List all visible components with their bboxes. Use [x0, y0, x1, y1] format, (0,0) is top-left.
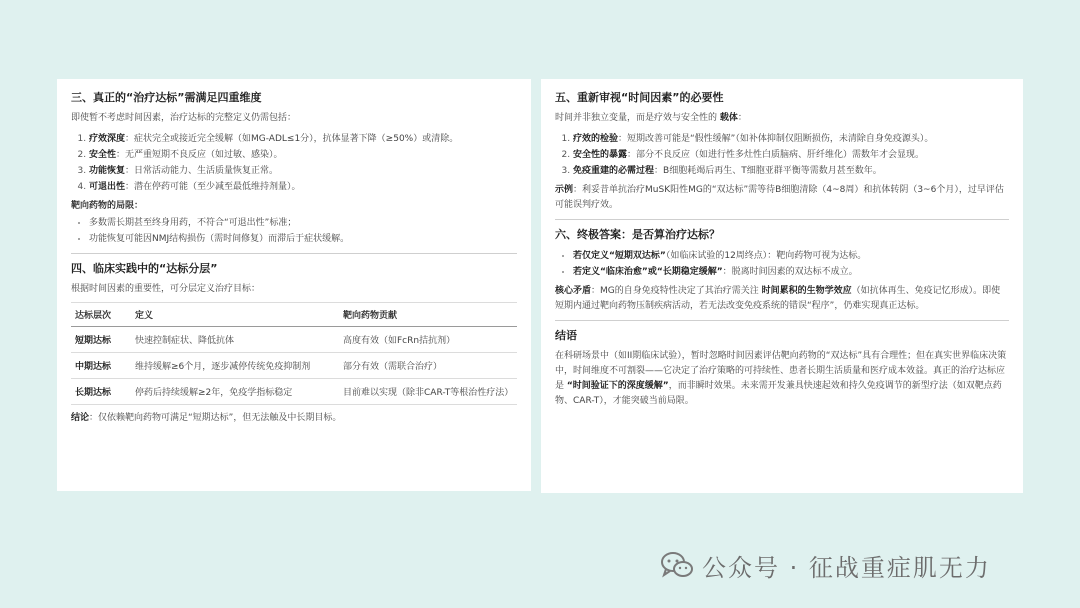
- column-header: 靶向药物贡献: [339, 303, 517, 327]
- list-item: 1. 疗效的检验：短期改善可能是“假性缓解”（如补体抑制仅阻断损伤，未清除自身免疫源头）。: [573, 131, 1009, 147]
- table-cell: 部分有效（需联合治疗）: [339, 353, 517, 379]
- list-item: 2. 安全性：无严重短期不良反应（如过敏、感染）。: [89, 147, 517, 163]
- list-item: • 多数需长期甚至终身用药，不符合“可退出性”标准；: [89, 215, 517, 231]
- divider: [71, 253, 517, 254]
- watermark-text: 公众号 · 征战重症肌无力: [702, 553, 991, 582]
- core-contradiction: 核心矛盾：MG的自身免疫特性决定了其治疗需关注 时间累积的生物学效应（如抗体再生、免疫记忆形成）。即使短期内通过靶向药物压制疾病活动，若无法改变免疫系统的错误“程序”，仍难实现真正达标。: [555, 286, 1001, 311]
- right-card: [541, 79, 1023, 493]
- divider: [555, 219, 1009, 220]
- watermark: [660, 545, 1060, 585]
- conclusion: 结论：仅依赖靶向药物可满足“短期达标”，但无法触及中长期目标。: [71, 413, 342, 423]
- epilogue-text: 在科研场景中（如II期临床试验），暂时忽略时间因素评估靶向药物的“双达标”具有合理性；但在真实世界临床决策中，时间维度不可割裂——它决定了治疗策略的可持续性、患者长期生活质量和医疗成本效益。真正的治疗达标应是 “时间验证下的深度缓解”，而非瞬时效果。未来需开发兼具快速起效和持久免疫调节的新型疗法（如双靶点药物、CAR-T），才能突破当前局限。: [555, 351, 1007, 406]
- section3-intro: 即使暂不考虑时间因素，治疗达标的完整定义仍需包括：: [71, 113, 297, 123]
- table-cell: 目前难以实现（除非CAR-T等根治性疗法）: [339, 379, 517, 405]
- table-cell: 长期达标: [71, 379, 131, 405]
- list-item: 3. 功能恢复：日常活动能力、生活质量恢复正常。: [89, 163, 517, 179]
- table-row: [71, 327, 517, 353]
- list-item: 3. 免疫重建的必需过程：B细胞耗竭后再生、T细胞亚群平衡等需数月甚至数年。: [573, 163, 1009, 179]
- table-cell: 短期达标: [71, 327, 131, 353]
- divider: [555, 320, 1009, 321]
- table-cell: 维持缓解≥6个月，逐步减停传统免疫抑制剂: [131, 353, 339, 379]
- column-header: 定义: [131, 303, 339, 327]
- section3-list: [71, 131, 517, 195]
- epilogue-title: 结语: [555, 329, 577, 342]
- table-header-row: [71, 303, 517, 327]
- list-item: 4. 可退出性：潜在停药可能（至少减至最低维持剂量）。: [89, 179, 517, 195]
- section4-intro: 根据时间因素的重要性，可分层定义治疗目标：: [71, 284, 261, 294]
- table-row: [71, 353, 517, 379]
- list-item: • 若定义“临床治愈”或“长期稳定缓解”：脱离时间因素的双达标不成立。: [573, 264, 1009, 280]
- section5-title: 五、重新审视“时间因素”的必要性: [555, 91, 724, 104]
- table-cell: 停药后持续缓解≥2年，免疫学指标稳定: [131, 379, 339, 405]
- list-item: 2. 安全性的暴露：部分不良反应（如进行性多灶性白质脑病、肝纤维化）需数年才会显现。: [573, 147, 1009, 163]
- list-item: • 若仅定义“短期双达标”（如临床试验的12周终点）：靶向药物可视为达标。: [573, 248, 1009, 264]
- section5-list: [555, 131, 1009, 179]
- table-cell: 高度有效（如FcRn拮抗剂）: [339, 327, 517, 353]
- table-cell: 快速控制症状、降低抗体: [131, 327, 339, 353]
- list-item: 1. 疗效深度：症状完全或接近完全缓解（如MG-ADL≤1分），抗体显著下降（≥50%）或清除。: [89, 131, 517, 147]
- section6-title: 六、终极答案：是否算治疗达标？: [555, 228, 720, 241]
- limitations-heading: 靶向药物的局限：: [71, 201, 144, 211]
- table-row: [71, 379, 517, 405]
- wechat-icon: [660, 550, 694, 580]
- left-card: [57, 79, 531, 491]
- section6-list: [555, 248, 1009, 280]
- example-paragraph: 示例：利妥昔单抗治疗MuSK阳性MG的“双达标”需等待B细胞清除（4~8周）和抗体转阴（3~6个月），过早评估可能误判疗效。: [555, 185, 1004, 210]
- limitations-list: [71, 215, 517, 247]
- section3-title: 三、真正的“治疗达标”需满足四重维度: [71, 91, 262, 104]
- column-header: 达标层次: [71, 303, 131, 327]
- tier-table: [71, 302, 517, 405]
- list-item: • 功能恢复可能因NMJ结构损伤（需时间修复）而滞后于症状缓解。: [89, 231, 517, 247]
- section4-title: 四、临床实践中的“达标分层”: [71, 262, 218, 275]
- section5-intro: 时间并非独立变量，而是疗效与安全性的 载体：: [555, 113, 747, 123]
- table-cell: 中期达标: [71, 353, 131, 379]
